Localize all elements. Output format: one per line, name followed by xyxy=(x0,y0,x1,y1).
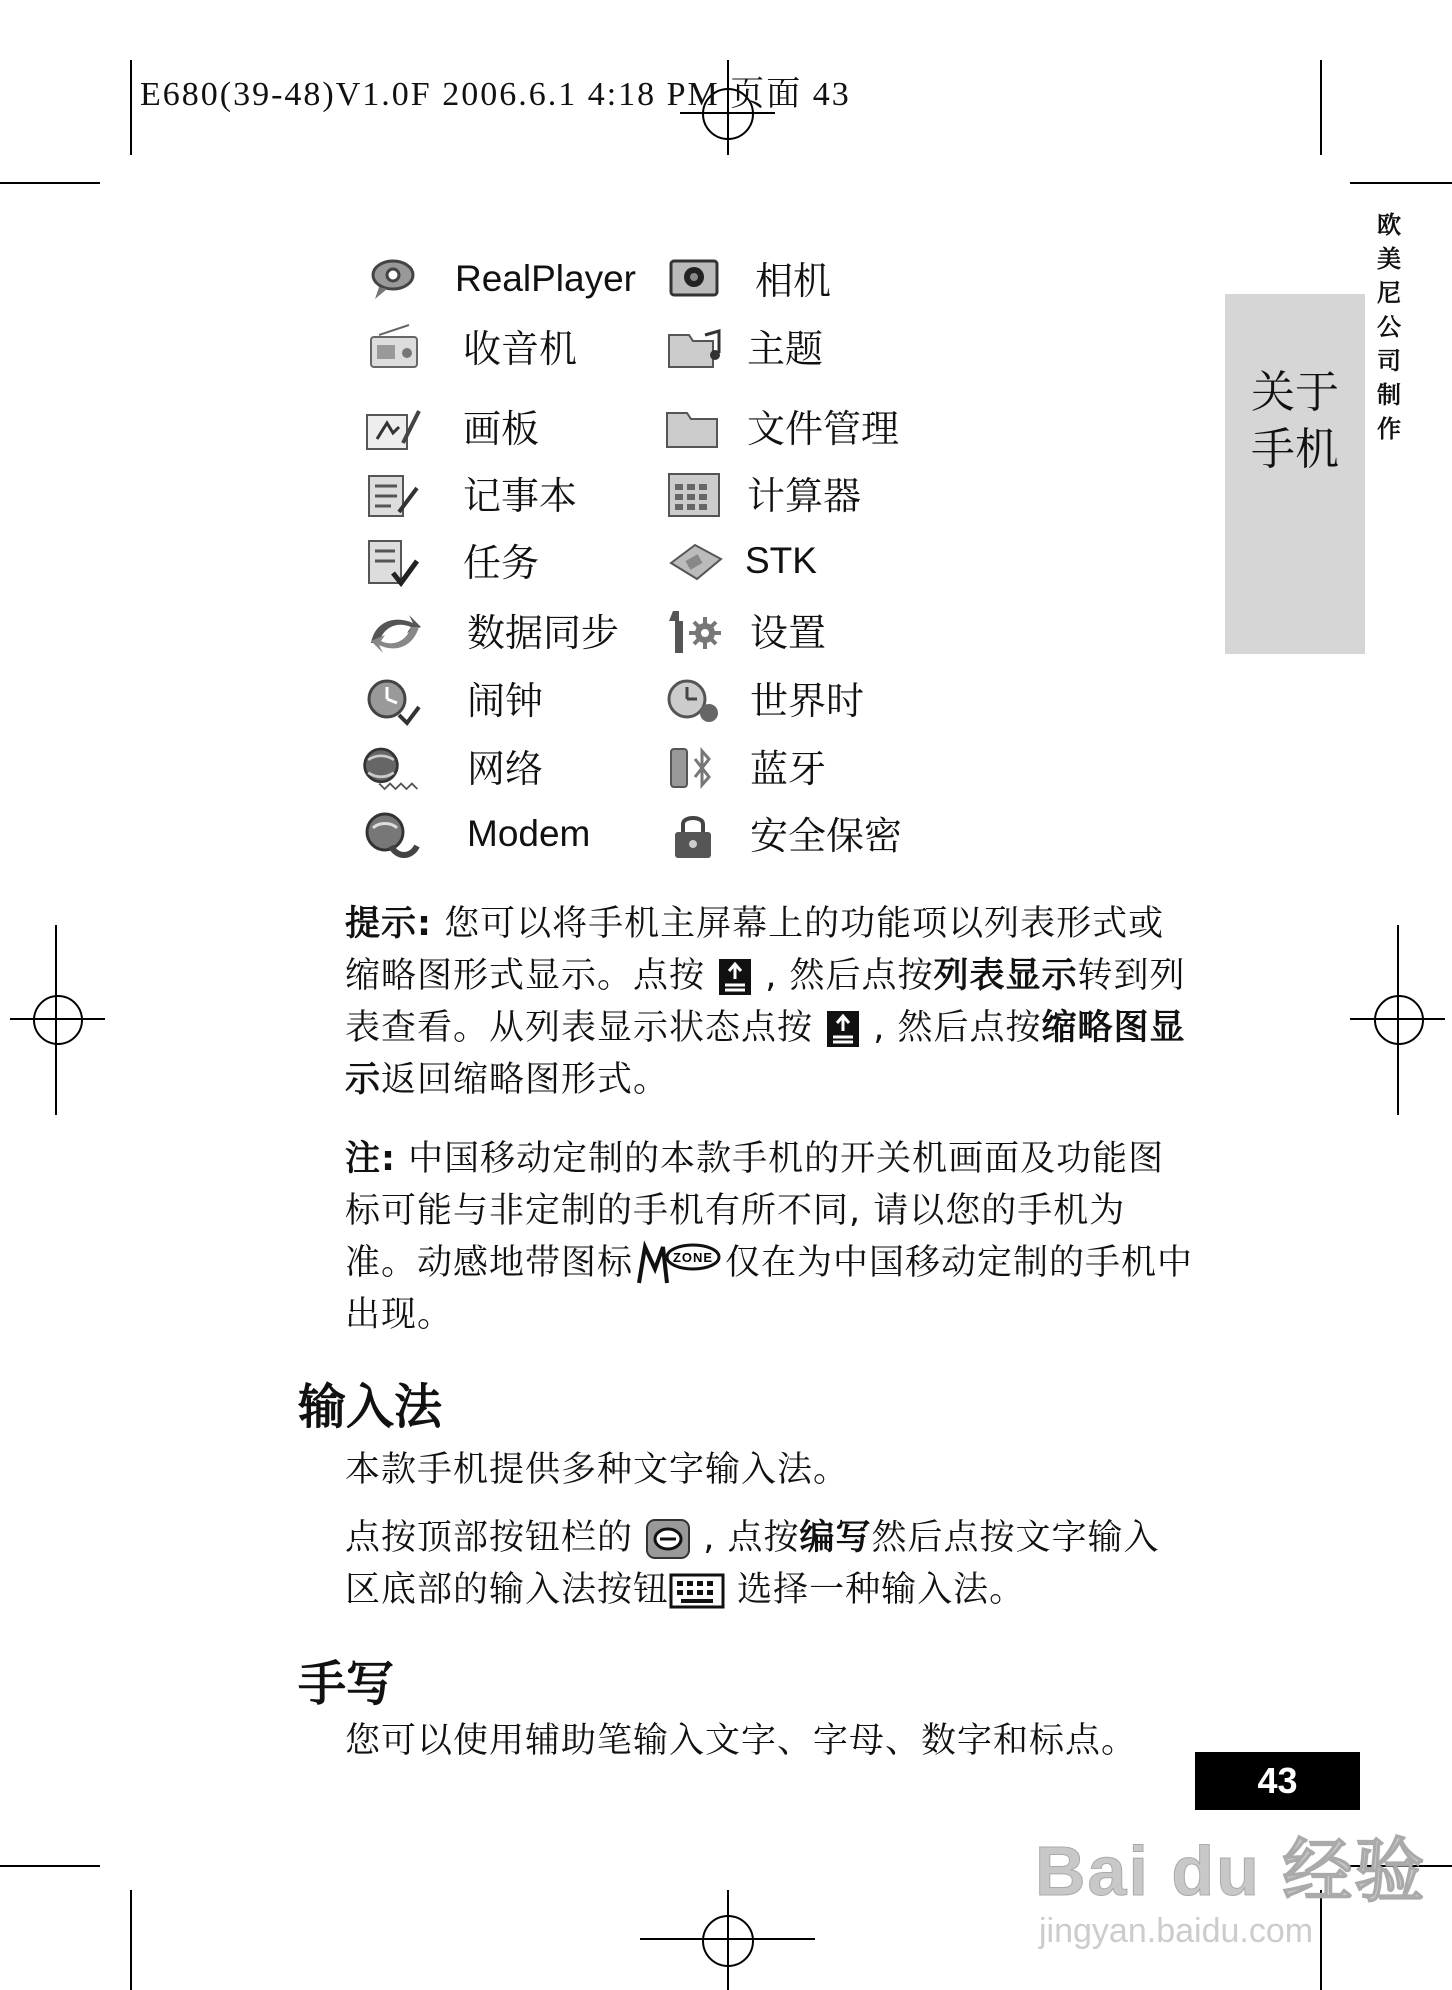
app-label: 记事本 xyxy=(463,474,578,518)
publisher-label: 欧美尼公司制作 xyxy=(1377,211,1401,443)
list-view-term: 列表显示 xyxy=(933,956,1078,996)
compose-term: 编写 xyxy=(799,1518,872,1558)
app-label: 收音机 xyxy=(463,327,578,371)
tip-text: 您可以将手机主屏幕上的功能项以列表形式或缩略图形式显示。点按 xyxy=(345,904,1165,996)
calculator-icon xyxy=(665,470,725,522)
tip-text: , 然后点按 xyxy=(753,956,934,996)
message-button-icon xyxy=(645,1518,691,1560)
app-label: 相机 xyxy=(755,259,832,303)
section-heading-input: 输入法 xyxy=(298,1379,443,1435)
tip-label: 提示: xyxy=(345,904,432,944)
folder-icon xyxy=(663,403,723,455)
radio-icon xyxy=(365,323,425,375)
app-label: 蓝牙 xyxy=(750,747,827,791)
settings-icon xyxy=(665,607,725,659)
app-label: 网络 xyxy=(467,747,544,791)
world-clock-icon xyxy=(663,675,723,727)
menu-upload-icon xyxy=(825,1009,861,1049)
note-text: 仅在为中国移动定制的手机中出现。 xyxy=(345,1243,1194,1335)
app-label: 世界时 xyxy=(750,679,865,723)
realplayer-icon xyxy=(365,255,425,307)
section-tab xyxy=(1225,294,1365,654)
theme-icon xyxy=(665,323,725,375)
app-label: 文件管理 xyxy=(747,407,900,451)
input-text: 选择一种输入法。 xyxy=(725,1570,1026,1610)
input-text: , 点按 xyxy=(691,1518,800,1558)
print-header: E680(39-48)V1.0F 2006.6.1 4:18 PM 页面 43 xyxy=(140,76,851,113)
app-label: 任务 xyxy=(463,541,540,585)
sync-icon xyxy=(365,607,425,659)
watermark-url: jingyan.baidu.com xyxy=(1039,1912,1314,1950)
bluetooth-icon xyxy=(665,743,725,795)
camera-icon xyxy=(665,255,725,307)
input-text: 然后点按文字输入区底部的输入法按钮 xyxy=(345,1518,1160,1610)
tip-text: 转到列表查看。从列表显示状态点按 xyxy=(345,956,1186,1048)
modem-icon xyxy=(363,810,423,862)
input-instructions xyxy=(345,1512,1195,1616)
alarm-icon xyxy=(363,675,423,727)
note-paragraph xyxy=(345,1133,1195,1341)
svg-text:ZONE: ZONE xyxy=(672,1250,714,1265)
input-text: 点按顶部按钮栏的 xyxy=(345,1518,646,1558)
note-text: 中国移动定制的本款手机的开关机画面及功能图标可能与非定制的手机有所不同, 请以您的手机为准。动感地带图标 xyxy=(345,1139,1165,1283)
network-icon xyxy=(361,743,421,795)
app-label: 安全保密 xyxy=(750,814,903,858)
app-label: Modem xyxy=(467,813,591,854)
app-label: STK xyxy=(745,540,817,581)
sim-card-icon xyxy=(665,537,725,589)
keyboard-icon xyxy=(669,1571,725,1611)
lock-icon xyxy=(665,810,725,862)
app-label: 计算器 xyxy=(747,474,862,518)
app-label: 主题 xyxy=(747,327,824,371)
notepad-icon xyxy=(363,470,423,522)
handwriting-intro: 您可以使用辅助笔输入文字、字母、数字和标点。 xyxy=(345,1721,1138,1761)
watermark-logo: Bai du 经验 xyxy=(1035,1832,1427,1910)
app-label: RealPlayer xyxy=(455,258,636,299)
tip-text: 返回缩略图形式。 xyxy=(381,1060,670,1100)
paint-icon xyxy=(363,403,423,455)
mzone-logo-icon xyxy=(633,1239,725,1289)
note-label: 注: xyxy=(345,1139,396,1179)
menu-upload-icon xyxy=(717,957,753,997)
watermark xyxy=(1035,1815,1426,1951)
section-heading-handwriting: 手写 xyxy=(298,1656,395,1712)
app-label: 闹钟 xyxy=(467,679,544,723)
section-tab-label: 关于手机 xyxy=(1251,367,1339,475)
tip-text: , 然后点按 xyxy=(861,1008,1042,1048)
tip-paragraph xyxy=(345,898,1195,1106)
tasks-icon xyxy=(363,537,423,589)
app-label: 画板 xyxy=(463,407,540,451)
app-label: 数据同步 xyxy=(467,611,620,655)
app-label: 设置 xyxy=(750,611,827,655)
page-number: 43 xyxy=(1195,1752,1360,1810)
input-intro: 本款手机提供多种文字输入法。 xyxy=(345,1450,850,1490)
thumbnail-view-term: 缩略图显示 xyxy=(345,1008,1186,1100)
